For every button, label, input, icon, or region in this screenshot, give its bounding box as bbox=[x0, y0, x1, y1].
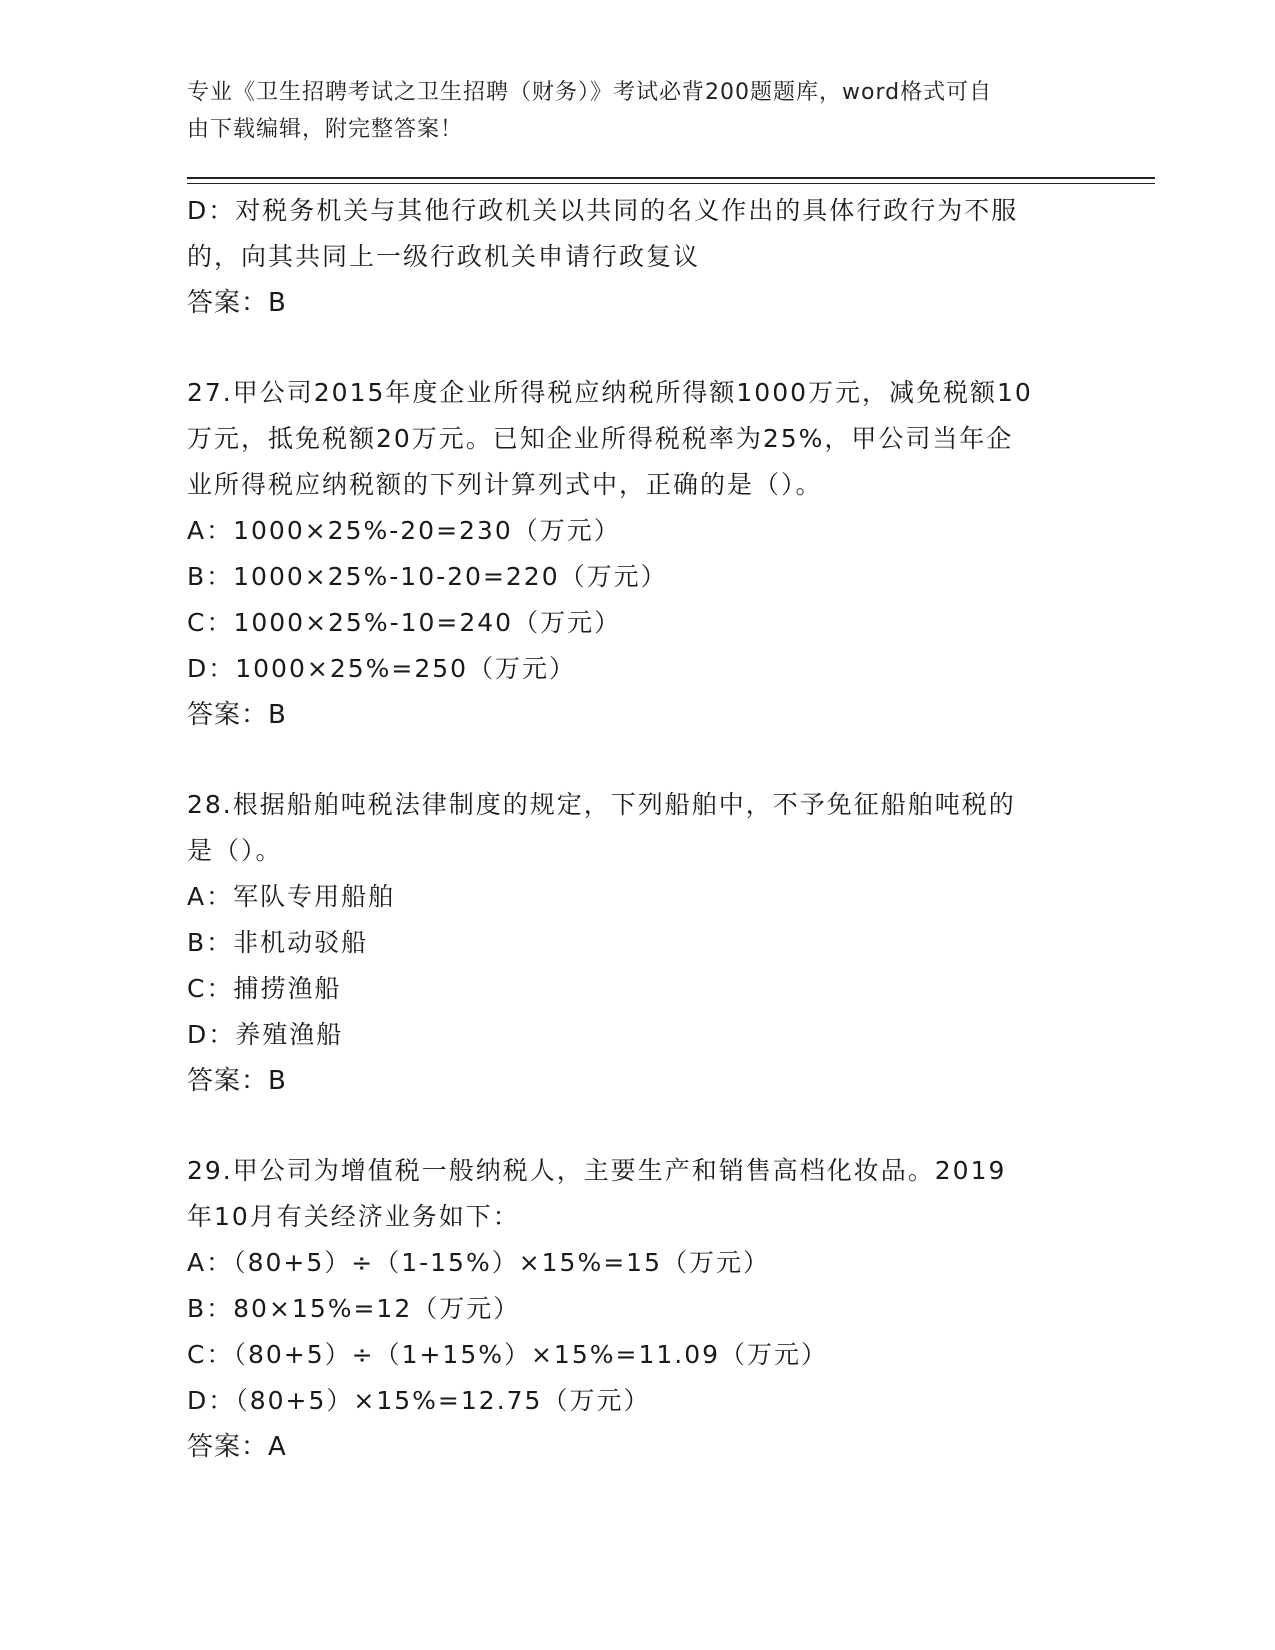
header-line-1: 专业《卫生招聘考试之卫生招聘（财务）》考试必背200题题库，word格式可自 bbox=[187, 80, 993, 105]
question-29 bbox=[187, 1148, 1087, 1470]
option-a: A：（80+5）÷（1-15%）×15%=15（万元） bbox=[187, 1248, 770, 1277]
question-stem-line: 年10月有关经济业务如下： bbox=[187, 1202, 520, 1231]
continued-question bbox=[187, 188, 1087, 326]
question-stem-line: 万元，抵免税额20万元。已知企业所得税税率为25%，甲公司当年企 bbox=[187, 424, 1014, 453]
option-a: A：1000×25%-20=230（万元） bbox=[187, 516, 621, 545]
header-divider-thin bbox=[187, 183, 1155, 184]
question-stem-line: 业所得税应纳税额的下列计算列式中，正确的是（）。 bbox=[187, 470, 823, 499]
question-stem-line: 是（）。 bbox=[187, 836, 283, 865]
option-d: D：（80+5）×15%=12.75（万元） bbox=[187, 1386, 651, 1415]
answer-line: 答案：B bbox=[187, 288, 287, 318]
option-d-line-2: 的，向其共同上一级行政机关申请行政复议 bbox=[187, 242, 701, 271]
option-b: B：80×15%=12（万元） bbox=[187, 1294, 521, 1323]
option-a: A：军队专用船舶 bbox=[187, 882, 396, 911]
answer-line: 答案：B bbox=[187, 1066, 287, 1096]
option-d: D：1000×25%=250（万元） bbox=[187, 654, 577, 683]
question-27 bbox=[187, 370, 1087, 738]
question-stem-line: 27.甲公司2015年度企业所得税应纳税所得额1000万元，减免税额10 bbox=[187, 378, 1033, 407]
question-28 bbox=[187, 782, 1087, 1104]
header-divider-thick bbox=[187, 177, 1155, 179]
option-b: B：非机动驳船 bbox=[187, 928, 369, 957]
question-stem-line: 29.甲公司为增值税一般纳税人，主要生产和销售高档化妆品。2019 bbox=[187, 1156, 1007, 1185]
answer-line: 答案：A bbox=[187, 1432, 287, 1462]
answer-line: 答案：B bbox=[187, 700, 287, 730]
option-c: C：捕捞渔船 bbox=[187, 974, 342, 1003]
option-b: B：1000×25%-10-20=220（万元） bbox=[187, 562, 668, 591]
option-d-line-1: D：对税务机关与其他行政机关以共同的名义作出的具体行政行为不服 bbox=[187, 196, 1019, 225]
document-body bbox=[187, 188, 1087, 1470]
option-d: D：养殖渔船 bbox=[187, 1020, 344, 1049]
option-c: C：（80+5）÷（1+15%）×15%=11.09（万元） bbox=[187, 1340, 829, 1369]
question-stem-line: 28.根据船舶吨税法律制度的规定，下列船舶中，不予免征船舶吨税的 bbox=[187, 790, 1016, 819]
header-line-2: 由下载编辑，附完整答案！ bbox=[187, 117, 464, 142]
option-c: C：1000×25%-10=240（万元） bbox=[187, 608, 622, 637]
document-header bbox=[187, 74, 1077, 148]
